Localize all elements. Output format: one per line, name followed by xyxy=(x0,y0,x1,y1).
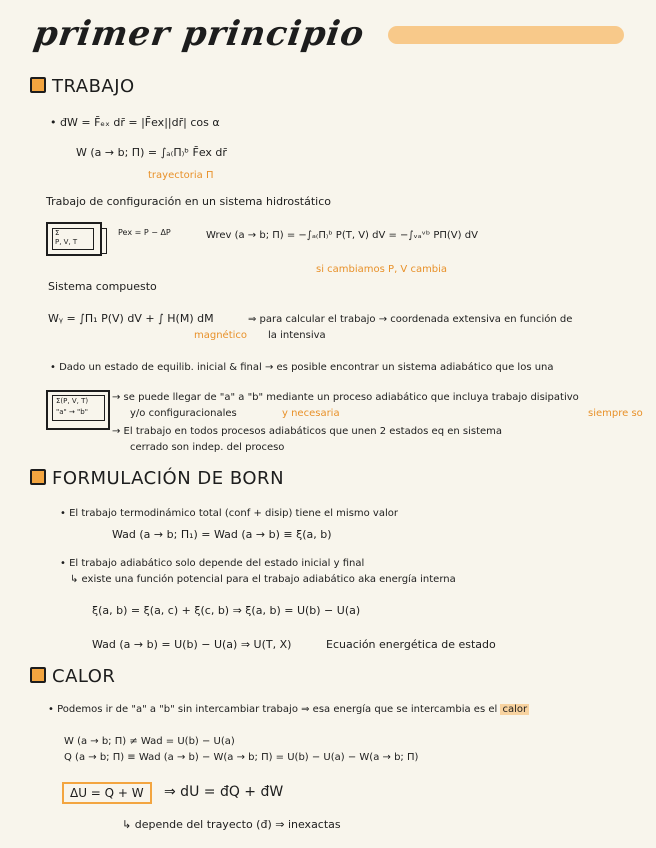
section-born-heading xyxy=(30,468,284,489)
eq-wrev: Wrev (a → b; Π) = −∫ₐ₍Π₎ᵇ P(T, V) dV = −∫ᵥₐᵛᵇ PΠ(V) dV xyxy=(206,230,478,241)
note-calcular: ⇒ para calcular el trabajo → coordenada extensiva en función de xyxy=(248,314,573,325)
hydrostatic-diagram xyxy=(46,222,102,256)
arrow-adiabatic-1: → se puede llegar de "a" a "b" mediante un proceso adiabático que incluya trabajo disipativo xyxy=(112,392,579,403)
piston-shape xyxy=(100,228,107,254)
calor-du-eq: ⇒ dU = đQ + đW xyxy=(164,784,284,800)
adiabatic-system-box xyxy=(52,395,105,421)
note-trayectoria: trayectoria Π xyxy=(148,170,214,181)
calor-eq-w: W (a → b; Π) ≠ Wad = U(b) − U(a) xyxy=(64,736,235,747)
born-xi-eq: ξ(a, b) = ξ(a, c) + ξ(c, b) ⇒ ξ(a, b) = U(b) − U(a) xyxy=(92,604,361,617)
note-magnetico: magnético xyxy=(194,330,248,341)
diagram-pex-label: Pex = P − ΔP xyxy=(118,228,171,237)
section-trabajo-heading xyxy=(30,76,135,97)
eq-wy: Wᵧ = ∫Π₁ P(V) dV + ∫ H(M) dM xyxy=(48,312,214,325)
note-intensiva: la intensiva xyxy=(268,330,326,341)
section-bullet-icon xyxy=(30,77,46,93)
calor-eq-q: Q (a → b; Π) ≡ Wad (a → b) − W(a → b; Π) = U(b) − U(a) − W(a → b; Π) xyxy=(64,752,419,763)
calor-c1 xyxy=(48,704,529,715)
section-calor-heading xyxy=(30,666,115,687)
page-title: primer principio xyxy=(31,14,368,54)
calor-trayecto-note: ↳ depende del trayecto (đ) ⇒ inexactas xyxy=(122,818,341,831)
title-highlight xyxy=(388,26,624,44)
first-law-box: ΔU = Q + W xyxy=(62,782,152,804)
eq-dw: • đW = F̄ₑₓ dr̄ = |F̄ex||dr̄| cos α xyxy=(50,116,220,129)
diagram-label-sigma: Σ xyxy=(55,229,60,237)
diagram-label-pvt: P, V, T xyxy=(55,238,78,246)
born-b2b: ↳ existe una función potencial para el trabajo adiabático aka energía interna xyxy=(70,574,456,585)
section-title: CALOR xyxy=(52,666,116,687)
note-cambio: si cambiamos P, V cambia xyxy=(316,264,448,275)
born-b1: • El trabajo termodinámico total (conf + disip) tiene el mismo valor xyxy=(60,508,398,519)
eq-work-integral: W (a → b; Π) = ∫ₐ₍Π₎ᵇ F̄ex dr̄ xyxy=(76,146,227,159)
section-bullet-icon xyxy=(30,667,46,683)
note-siempre: siempre so xyxy=(588,408,643,419)
compuesto-label: Sistema compuesto xyxy=(48,280,157,293)
adiabatic-label-states: "a" → "b" xyxy=(56,408,88,416)
born-wad-eq: Wad (a → b; Π₁) = Wad (a → b) ≡ ξ(a, b) xyxy=(112,528,332,541)
note-necesaria: y necesaria xyxy=(282,408,340,419)
born-wad-u: Wad (a → b) = U(b) − U(a) ⇒ U(T, X) xyxy=(92,638,292,651)
section-title: FORMULACIÓN DE BORN xyxy=(52,468,285,489)
bullet-equilibrio: • Dado un estado de equilib. inicial & final → es posible encontrar un sistema adiabático que los una xyxy=(50,362,554,373)
diagram-system-box xyxy=(52,228,94,250)
born-b2: • El trabajo adiabático solo depende del estado inicial y final xyxy=(60,558,364,569)
config-title: Trabajo de configuración en un sistema hidrostático xyxy=(46,195,331,208)
adiabatic-diagram xyxy=(46,390,110,430)
adiabatic-label-sigma: Σ(P, V, T) xyxy=(56,397,89,405)
arrow-adiabatic-1b: y/o configuracionales xyxy=(130,408,237,419)
section-bullet-icon xyxy=(30,469,46,485)
section-title: TRABAJO xyxy=(52,76,135,97)
calor-c1-text: Podemos ir de "a" a "b" sin intercambiar trabajo ⇒ esa energía que se intercambia es el xyxy=(57,704,498,715)
arrow-adiabatic-2: → El trabajo en todos procesos adiabáticos que unen 2 estados eq en sistema xyxy=(112,426,503,437)
arrow-adiabatic-2b: cerrado son indep. del proceso xyxy=(130,442,285,453)
calor-highlight: calor xyxy=(502,704,528,715)
born-ecuacion-note: Ecuación energética de estado xyxy=(326,638,496,651)
